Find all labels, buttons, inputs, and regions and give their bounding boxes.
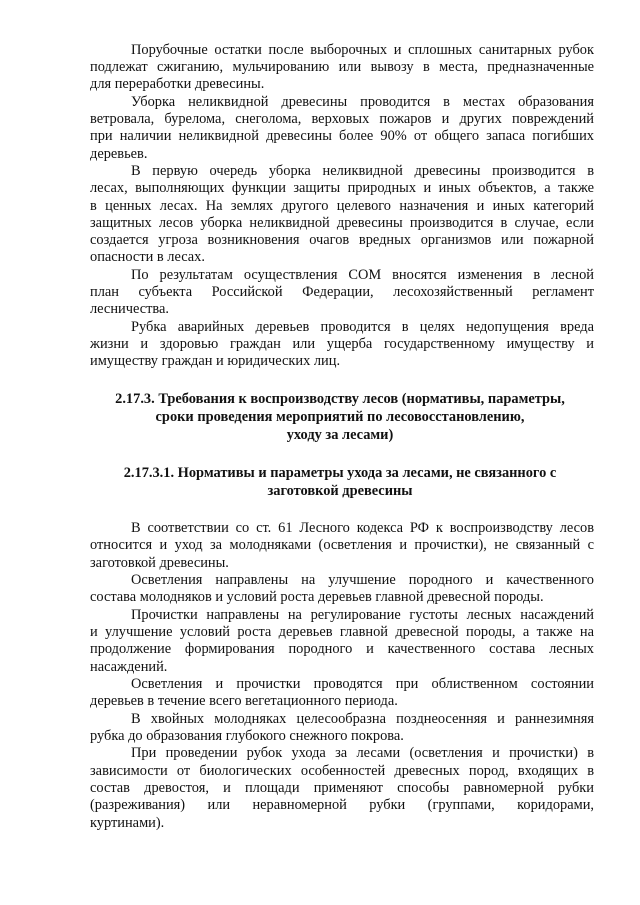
paragraph-line: лесах, выполняющих функции защиты природных и иных объектов, а также [90,180,594,196]
paragraph-line: имуществу граждан и юридических лиц. [90,353,341,369]
paragraph-line: деревьев. [90,146,148,162]
paragraph-line: куртинами). [90,815,165,831]
section-heading-line: сроки проведения мероприятий по лесовосстановлению, [155,409,525,425]
paragraph-line: для переработки древесины. [90,76,265,92]
paragraph-line: подлежат сжиганию, мульчированию или вывозу в места, предназначенные [90,59,594,75]
paragraph-line: продолжение формирования породного и качественного состава лесных [90,641,594,657]
paragraph-line: Порубочные остатки после выборочных и сплошных санитарных рубок [131,42,594,58]
paragraph-line: рубка до образования глубокого снежного покрова. [90,728,404,744]
paragraph-line: В соответствии со ст. 61 Лесного кодекса РФ к воспроизводству лесов [131,520,594,536]
paragraph-line: при наличии неликвидной древесины более 90% от общего запаса погибших [90,128,594,144]
paragraph-line: состав древостоя, и площади применяют способы равномерной рубки [90,780,594,796]
paragraph-line: При проведении рубок ухода за лесами (осветления и прочистки) в [131,745,594,761]
paragraph-line: относится и уход за молодняками (осветления и прочистки), не связанный с [90,537,594,553]
paragraph-line: в ценных лесах. На землях другого целевого назначения и иных категорий [90,198,594,214]
paragraph-line: Осветления направлены на улучшение породного и качественного [131,572,594,588]
paragraph-line: и улучшение условий роста деревьев главной древесной породы, а также на [90,624,594,640]
paragraph-line: заготовкой древесины. [90,555,229,571]
paragraph-line: создается угроза возникновения очагов вредных организмов или пожарной [90,232,594,248]
paragraph-line: лесничества. [90,301,169,317]
paragraph-line: В первую очередь уборка неликвидной древесины производится в [131,163,594,179]
subsection-heading-line: 2.17.3.1. Нормативы и параметры ухода за лесами, не связанного с [123,465,557,481]
paragraph-line: защитных лесов уборка неликвидной древесины производится в случае, если [90,215,594,231]
section-heading-line: уходу за лесами) [286,427,394,443]
paragraph-line: опасности в лесах. [90,249,205,265]
paragraph-line: По результатам осуществления СОМ вносятся изменения в лесной [131,267,594,283]
paragraph-line: Уборка неликвидной древесины проводится в местах образования [131,94,594,110]
paragraph-line: состава молодняков и условий роста деревьев главной древесной породы. [90,589,544,605]
paragraph-line: (разреживания) или неравномерной рубки (группами, коридорами, [90,797,594,813]
paragraph-line: план субъекта Российской Федерации, лесохозяйственный регламент [90,284,594,300]
paragraph-line: Прочистки направлены на регулирование густоты лесных насаждений [131,607,594,623]
paragraph-line: деревьев в течение всего вегетационного периода. [90,693,398,709]
subsection-heading-line: заготовкой древесины [267,483,413,499]
section-heading-line: 2.17.3. Требования к воспроизводству лесов (нормативы, параметры, [115,391,565,407]
paragraph-line: ветровала, бурелома, снеголома, верховых пожаров и других повреждений [90,111,594,127]
paragraph-line: жизни и здоровью граждан или ущерба государственному имуществу и [90,336,594,352]
paragraph-line: В хвойных молодняках целесообразна позднеосенняя и раннезимняя [131,711,594,727]
paragraph-line: Осветления и прочистки проводятся при облиственном состоянии [131,676,594,692]
paragraph-line: Рубка аварийных деревьев проводится в целях недопущения вреда [131,319,594,335]
paragraph-line: насаждений. [90,659,168,675]
paragraph-line: зависимости от биологических особенностей древесных пород, входящих в [90,763,594,779]
